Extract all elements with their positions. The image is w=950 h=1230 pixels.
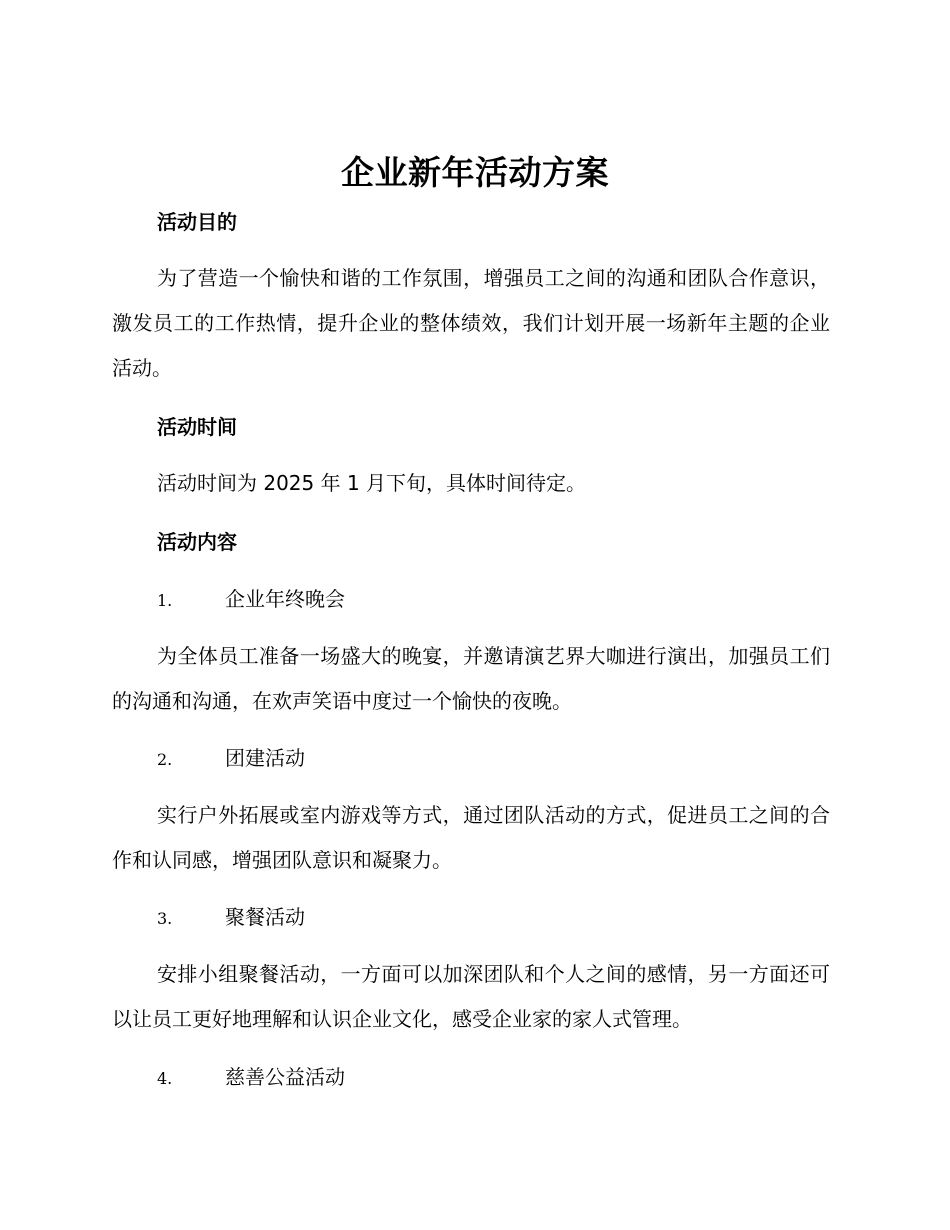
page-title: 企业新年活动方案 <box>341 153 609 192</box>
section-heading-content: 活动内容 <box>157 530 237 554</box>
list-item <box>157 1062 345 1094</box>
list-item-description: 实行户外拓展或室内游戏等方式，通过团队活动的方式，促进员工之间的合作和认同感，增强团队意识和凝聚力。 <box>112 803 830 872</box>
list-item-number: 4. <box>157 1069 173 1088</box>
list-item-label: 慈善公益活动 <box>225 1065 345 1089</box>
list-item-label: 团建活动 <box>225 746 305 770</box>
list-item-label: 企业年终晚会 <box>225 587 345 611</box>
section-body-purpose: 为了营造一个愉快和谐的工作氛围，增强员工之间的沟通和团队合作意识，激发员工的工作热情，提升企业的整体绩效，我们计划开展一场新年主题的企业活动。 <box>112 266 830 380</box>
list-item-number: 1. <box>157 591 173 610</box>
list-item-number: 3. <box>157 909 173 928</box>
section-heading-purpose: 活动目的 <box>157 210 237 234</box>
list-item <box>157 584 345 616</box>
list-item-number: 2. <box>157 750 173 769</box>
list-item-description: 安排小组聚餐活动，一方面可以加深团队和个人之间的感情，另一方面还可以让员工更好地理解和认识企业文化，感受企业家的家人式管理。 <box>112 962 830 1031</box>
section-body-time: 活动时间为 2025 年 1 月下旬，具体时间待定。 <box>157 471 587 495</box>
section-heading-time: 活动时间 <box>157 415 237 439</box>
list-item-description: 为全体员工准备一场盛大的晚宴，并邀请演艺界大咖进行演出，加强员工们的沟通和沟通，在欢声笑语中度过一个愉快的夜晚。 <box>112 644 830 713</box>
list-item <box>157 743 305 775</box>
list-item-label: 聚餐活动 <box>225 905 305 929</box>
list-item <box>157 902 305 934</box>
